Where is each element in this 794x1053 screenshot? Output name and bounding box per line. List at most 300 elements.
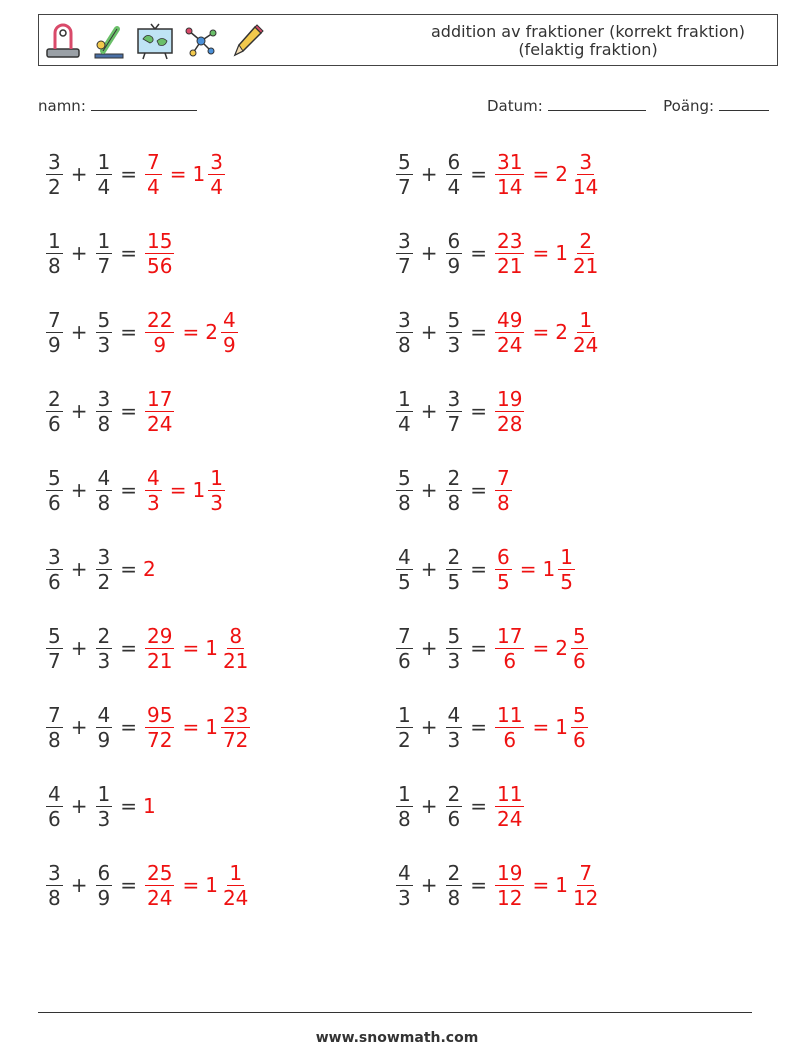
answer <box>143 557 156 581</box>
numerator: 22 <box>147 307 173 332</box>
problem-item <box>394 144 602 204</box>
answer-improper-fraction <box>495 545 512 594</box>
denominator: 24 <box>147 411 173 436</box>
numerator: 4 <box>222 307 236 332</box>
answer <box>143 861 252 910</box>
pencil-icon <box>227 21 267 61</box>
problem-item <box>394 855 602 915</box>
numerator: 7 <box>579 860 593 885</box>
name-field <box>38 95 197 115</box>
equals-sign: = <box>120 320 137 344</box>
addend-fraction <box>96 624 113 673</box>
mixed-whole: 2 <box>555 320 568 344</box>
denominator: 4 <box>147 174 160 199</box>
numerator: 5 <box>572 702 586 727</box>
addend-fraction <box>396 466 413 515</box>
denominator: 6 <box>447 806 461 831</box>
mixed-fraction <box>571 150 600 199</box>
equals-sign: = <box>470 873 487 897</box>
plus-sign: + <box>420 715 438 739</box>
denominator: 4 <box>447 174 461 199</box>
problem-item <box>44 776 156 836</box>
denominator: 6 <box>572 727 586 752</box>
mixed-fraction <box>208 150 225 199</box>
equals-sign: = <box>470 478 487 502</box>
answer-whole: 1 <box>143 794 156 818</box>
answer-equals-sign: = <box>169 478 187 502</box>
magnet-icon <box>43 21 83 61</box>
plus-sign: + <box>70 636 88 660</box>
addend-fraction <box>96 387 113 436</box>
problem-item <box>394 381 526 441</box>
numerator: 5 <box>398 465 411 490</box>
equals-sign: = <box>470 241 487 265</box>
map-board-icon <box>135 21 175 61</box>
addend-fraction <box>446 308 463 357</box>
numerator: 5 <box>447 623 461 648</box>
numerator: 7 <box>398 623 411 648</box>
addend-fraction <box>46 466 63 515</box>
denominator: 6 <box>48 569 61 594</box>
denominator: 2 <box>48 174 61 199</box>
denominator: 24 <box>222 885 249 910</box>
numerator: 11 <box>497 781 523 806</box>
plus-sign: + <box>70 241 88 265</box>
numerator: 15 <box>147 228 173 253</box>
answer-improper-fraction <box>495 703 524 752</box>
problem-item <box>394 697 590 757</box>
answer-equals-sign: = <box>519 557 537 581</box>
answer <box>493 466 514 515</box>
denominator: 24 <box>572 332 599 357</box>
equals-sign: = <box>470 794 487 818</box>
plus-sign: + <box>70 715 88 739</box>
answer <box>493 703 590 752</box>
denominator: 2 <box>97 569 111 594</box>
denominator: 3 <box>210 490 223 515</box>
denominator: 3 <box>398 885 411 910</box>
addend-fraction <box>446 387 463 436</box>
numerator: 4 <box>398 544 411 569</box>
denominator: 3 <box>447 727 461 752</box>
mixed-whole: 1 <box>192 162 206 186</box>
numerator: 2 <box>447 465 461 490</box>
plus-sign: + <box>420 241 438 265</box>
answer-equals-sign: = <box>532 715 550 739</box>
plus-sign: + <box>420 399 438 423</box>
denominator: 7 <box>398 253 411 278</box>
numerator: 29 <box>147 623 173 648</box>
plus-sign: + <box>420 320 438 344</box>
date-label: Datum: <box>487 97 543 115</box>
answer-improper-fraction <box>145 387 174 436</box>
denominator: 21 <box>572 253 599 278</box>
addend-fraction <box>446 861 463 910</box>
problem-item <box>44 223 176 283</box>
name-label: namn: <box>38 97 86 115</box>
numerator: 17 <box>497 623 523 648</box>
numerator: 19 <box>497 386 523 411</box>
denominator: 5 <box>398 569 411 594</box>
numerator: 2 <box>97 623 111 648</box>
problem-item <box>44 855 252 915</box>
denominator: 24 <box>497 806 523 831</box>
answer-equals-sign: = <box>169 162 187 186</box>
mixed-fraction <box>571 703 588 752</box>
answer-improper-fraction <box>145 624 174 673</box>
numerator: 1 <box>97 228 111 253</box>
answer <box>493 545 577 594</box>
answer <box>493 624 590 673</box>
denominator: 9 <box>222 332 236 357</box>
mixed-whole: 2 <box>205 320 218 344</box>
denominator: 6 <box>572 648 586 673</box>
denominator: 3 <box>447 332 461 357</box>
equals-sign: = <box>120 478 137 502</box>
answer-improper-fraction <box>495 229 524 278</box>
problem-item <box>44 144 227 204</box>
numerator: 1 <box>579 307 593 332</box>
denominator: 3 <box>447 648 461 673</box>
denominator: 7 <box>48 648 61 673</box>
equals-sign: = <box>120 715 137 739</box>
numerator: 4 <box>97 702 111 727</box>
addend-fraction <box>446 703 463 752</box>
numerator: 1 <box>97 781 111 806</box>
numerator: 3 <box>48 544 61 569</box>
answer <box>143 794 156 818</box>
plus-sign: + <box>70 162 88 186</box>
numerator: 95 <box>147 702 173 727</box>
answer-improper-fraction <box>145 466 162 515</box>
equals-sign: = <box>120 873 137 897</box>
denominator: 7 <box>447 411 461 436</box>
plus-sign: + <box>420 636 438 660</box>
problem-item <box>44 381 176 441</box>
plus-sign: + <box>420 478 438 502</box>
numerator: 2 <box>447 544 461 569</box>
addend-fraction <box>46 229 63 278</box>
numerator: 2 <box>447 860 461 885</box>
numerator: 3 <box>210 149 223 174</box>
mixed-whole: 1 <box>205 873 218 897</box>
numerator: 19 <box>497 860 523 885</box>
answer-improper-fraction <box>145 229 174 278</box>
mixed-fraction <box>221 624 250 673</box>
problem-item <box>44 460 227 520</box>
denominator: 12 <box>572 885 599 910</box>
numerator: 4 <box>398 860 411 885</box>
addend-fraction <box>46 308 63 357</box>
date-blank[interactable] <box>548 95 646 111</box>
header-icons <box>43 19 267 63</box>
plus-sign: + <box>70 557 88 581</box>
problem-item <box>394 539 577 599</box>
numerator: 4 <box>147 465 160 490</box>
answer-whole: 2 <box>143 557 156 581</box>
numerator: 1 <box>398 702 411 727</box>
mixed-fraction <box>571 624 588 673</box>
numerator: 4 <box>97 465 111 490</box>
mixed-whole: 2 <box>555 162 568 186</box>
problem-item <box>394 302 602 362</box>
answer-improper-fraction <box>495 624 524 673</box>
addend-fraction <box>446 545 463 594</box>
denominator: 6 <box>398 648 411 673</box>
problem-item <box>44 697 252 757</box>
title-line-1: addition av fraktioner (korrekt fraktion) <box>431 22 745 41</box>
answer <box>143 387 176 436</box>
denominator: 8 <box>398 490 411 515</box>
denominator: 8 <box>398 332 411 357</box>
addend-fraction <box>96 545 113 594</box>
denominator: 3 <box>97 806 111 831</box>
numerator: 1 <box>210 465 223 490</box>
numerator: 7 <box>497 465 510 490</box>
answer-equals-sign: = <box>182 715 200 739</box>
mixed-fraction <box>571 861 600 910</box>
addend-fraction <box>46 150 63 199</box>
mixed-whole: 1 <box>192 478 206 502</box>
denominator: 56 <box>147 253 173 278</box>
denominator: 21 <box>147 648 173 673</box>
problem-item <box>394 618 590 678</box>
answer-equals-sign: = <box>182 636 200 660</box>
equals-sign: = <box>470 399 487 423</box>
numerator: 3 <box>579 149 593 174</box>
problem-item <box>44 539 156 599</box>
denominator: 4 <box>210 174 223 199</box>
addend-fraction <box>396 624 413 673</box>
addend-fraction <box>446 466 463 515</box>
worksheet-header <box>38 14 778 66</box>
addend-fraction <box>46 703 63 752</box>
plus-sign: + <box>420 162 438 186</box>
plus-sign: + <box>70 399 88 423</box>
denominator: 7 <box>398 174 411 199</box>
addend-fraction <box>396 861 413 910</box>
addend-fraction <box>96 782 113 831</box>
denominator: 21 <box>222 648 249 673</box>
denominator: 9 <box>97 885 111 910</box>
denominator: 4 <box>97 174 111 199</box>
addend-fraction <box>96 703 113 752</box>
plus-sign: + <box>70 873 88 897</box>
answer-improper-fraction <box>495 466 512 515</box>
numerator: 23 <box>222 702 249 727</box>
answer-improper-fraction <box>145 308 174 357</box>
numerator: 3 <box>97 544 111 569</box>
answer <box>143 308 240 357</box>
addend-fraction <box>46 387 63 436</box>
title-line-2: (felaktig fraktion) <box>518 40 658 59</box>
problem-item <box>44 618 252 678</box>
equals-sign: = <box>470 320 487 344</box>
denominator: 28 <box>497 411 523 436</box>
numerator: 5 <box>398 149 411 174</box>
numerator: 6 <box>447 228 461 253</box>
addend-fraction <box>396 229 413 278</box>
mixed-whole: 1 <box>205 715 218 739</box>
denominator: 6 <box>48 490 61 515</box>
addend-fraction <box>396 545 413 594</box>
denominator: 9 <box>97 727 111 752</box>
plus-sign: + <box>420 557 438 581</box>
numerator: 11 <box>497 702 523 727</box>
mixed-fraction <box>221 308 238 357</box>
addend-fraction <box>46 545 63 594</box>
equals-sign: = <box>120 162 137 186</box>
answer-equals-sign: = <box>532 320 550 344</box>
answer-improper-fraction <box>495 861 524 910</box>
addend-fraction <box>396 782 413 831</box>
numerator: 6 <box>497 544 510 569</box>
denominator: 14 <box>497 174 523 199</box>
equals-sign: = <box>470 557 487 581</box>
numerator: 3 <box>97 386 111 411</box>
numerator: 7 <box>48 702 61 727</box>
answer <box>143 466 227 515</box>
denominator: 21 <box>497 253 523 278</box>
answer-equals-sign: = <box>532 636 550 660</box>
denominator: 8 <box>97 490 111 515</box>
answer-improper-fraction <box>495 782 524 831</box>
date-score-fields <box>487 95 769 115</box>
answer <box>493 782 526 831</box>
molecule-icon <box>181 21 221 61</box>
numerator: 5 <box>447 307 461 332</box>
denominator: 3 <box>147 490 160 515</box>
mixed-fraction <box>208 466 225 515</box>
answer-equals-sign: = <box>532 241 550 265</box>
denominator: 12 <box>497 885 523 910</box>
problem-item <box>394 460 514 520</box>
mixed-whole: 1 <box>555 873 568 897</box>
numerator: 2 <box>48 386 61 411</box>
answer <box>493 861 602 910</box>
numerator: 6 <box>447 149 461 174</box>
equals-sign: = <box>120 399 137 423</box>
numerator: 8 <box>229 623 243 648</box>
plus-sign: + <box>420 794 438 818</box>
mixed-whole: 1 <box>555 715 568 739</box>
numerator: 3 <box>398 307 411 332</box>
numerator: 3 <box>398 228 411 253</box>
denominator: 72 <box>222 727 249 752</box>
addend-fraction <box>446 229 463 278</box>
addend-fraction <box>446 150 463 199</box>
denominator: 5 <box>497 569 510 594</box>
numerator: 1 <box>560 544 573 569</box>
plus-sign: + <box>70 320 88 344</box>
numerator: 5 <box>572 623 586 648</box>
footer-url: www.snowmath.com <box>315 1030 479 1046</box>
denominator: 8 <box>48 727 61 752</box>
denominator: 9 <box>48 332 61 357</box>
denominator: 72 <box>147 727 173 752</box>
answer <box>143 703 252 752</box>
microscope-icon <box>89 21 129 61</box>
mixed-fraction <box>221 861 250 910</box>
answer-improper-fraction <box>145 703 174 752</box>
addend-fraction <box>396 150 413 199</box>
numerator: 3 <box>447 386 461 411</box>
denominator: 7 <box>97 253 111 278</box>
denominator: 8 <box>398 806 411 831</box>
plus-sign: + <box>420 873 438 897</box>
addend-fraction <box>96 308 113 357</box>
answer-equals-sign: = <box>182 873 200 897</box>
denominator: 9 <box>447 253 461 278</box>
equals-sign: = <box>470 715 487 739</box>
addend-fraction <box>396 387 413 436</box>
addend-fraction <box>46 782 63 831</box>
denominator: 9 <box>153 332 167 357</box>
answer-improper-fraction <box>145 150 162 199</box>
denominator: 8 <box>447 885 461 910</box>
answer-improper-fraction <box>495 308 524 357</box>
denominator: 6 <box>48 806 61 831</box>
denominator: 8 <box>497 490 510 515</box>
addend-fraction <box>446 782 463 831</box>
numerator: 5 <box>48 623 61 648</box>
plus-sign: + <box>70 794 88 818</box>
answer <box>143 624 252 673</box>
addend-fraction <box>96 150 113 199</box>
numerator: 2 <box>579 228 593 253</box>
denominator: 8 <box>447 490 461 515</box>
denominator: 5 <box>447 569 461 594</box>
denominator: 8 <box>97 411 111 436</box>
answer-equals-sign: = <box>182 320 200 344</box>
denominator: 5 <box>560 569 573 594</box>
numerator: 5 <box>97 307 111 332</box>
answer <box>493 229 602 278</box>
answer <box>143 229 176 278</box>
mixed-whole: 1 <box>555 241 568 265</box>
answer <box>493 308 602 357</box>
score-blank[interactable] <box>719 95 769 111</box>
addend-fraction <box>396 308 413 357</box>
problem-item <box>394 223 602 283</box>
denominator: 14 <box>572 174 599 199</box>
score-label: Poäng: <box>663 97 715 115</box>
numerator: 7 <box>48 307 61 332</box>
problem-item <box>394 776 526 836</box>
numerator: 6 <box>97 860 111 885</box>
numerator: 3 <box>48 860 61 885</box>
answer <box>143 150 227 199</box>
numerator: 1 <box>398 386 411 411</box>
mixed-whole: 1 <box>205 636 218 660</box>
numerator: 1 <box>398 781 411 806</box>
answer <box>493 150 602 199</box>
denominator: 6 <box>503 727 517 752</box>
numerator: 1 <box>97 149 111 174</box>
name-blank[interactable] <box>91 95 197 111</box>
denominator: 4 <box>398 411 411 436</box>
answer-improper-fraction <box>145 861 174 910</box>
denominator: 2 <box>398 727 411 752</box>
addend-fraction <box>396 703 413 752</box>
plus-sign: + <box>70 478 88 502</box>
equals-sign: = <box>120 636 137 660</box>
addend-fraction <box>446 624 463 673</box>
numerator: 3 <box>48 149 61 174</box>
denominator: 24 <box>497 332 523 357</box>
denominator: 24 <box>147 885 173 910</box>
footer-divider <box>38 1012 752 1013</box>
